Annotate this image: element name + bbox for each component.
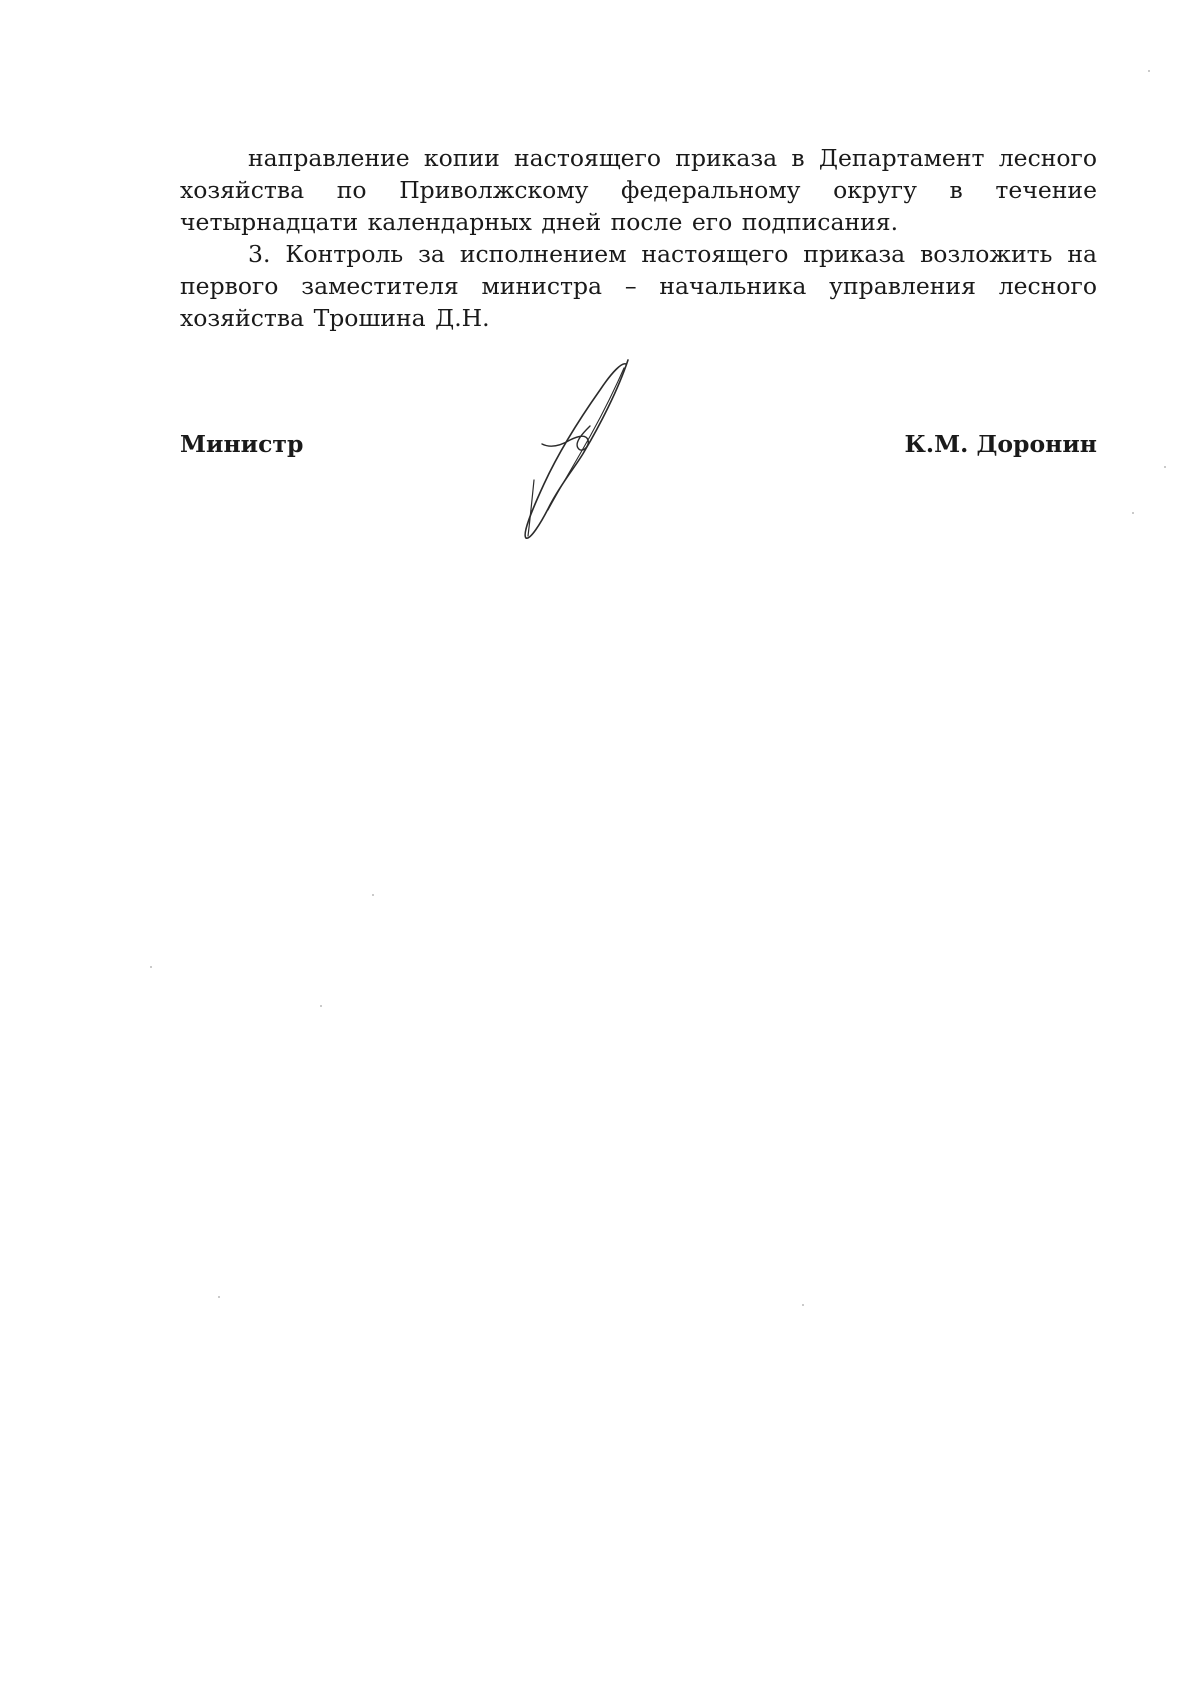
position-title: Министр xyxy=(180,430,304,458)
scan-speck xyxy=(1148,70,1150,72)
scan-speck xyxy=(1132,512,1134,514)
scan-speck xyxy=(802,1304,804,1306)
scan-speck xyxy=(218,1296,220,1298)
scan-speck xyxy=(372,894,374,896)
signatory-name: К.М. Доронин xyxy=(904,430,1097,458)
scan-speck xyxy=(150,966,152,968)
scan-speck xyxy=(320,1005,322,1007)
paragraph-item-3: 3. Контроль за исполнением настоящего приказа возложить на первого заместителя министра – начальника управления лесного хозяйства Трошина Д.Н. xyxy=(180,240,1097,332)
document-body xyxy=(180,142,1097,334)
scan-speck xyxy=(1164,466,1166,468)
handwritten-signature-icon xyxy=(500,350,650,550)
paragraph-continuation: направление копии настоящего приказа в Департамент лесного хозяйства по Приволжскому федеральному округу в течение четырнадцати календарных дней после его подписания. xyxy=(180,144,1097,236)
